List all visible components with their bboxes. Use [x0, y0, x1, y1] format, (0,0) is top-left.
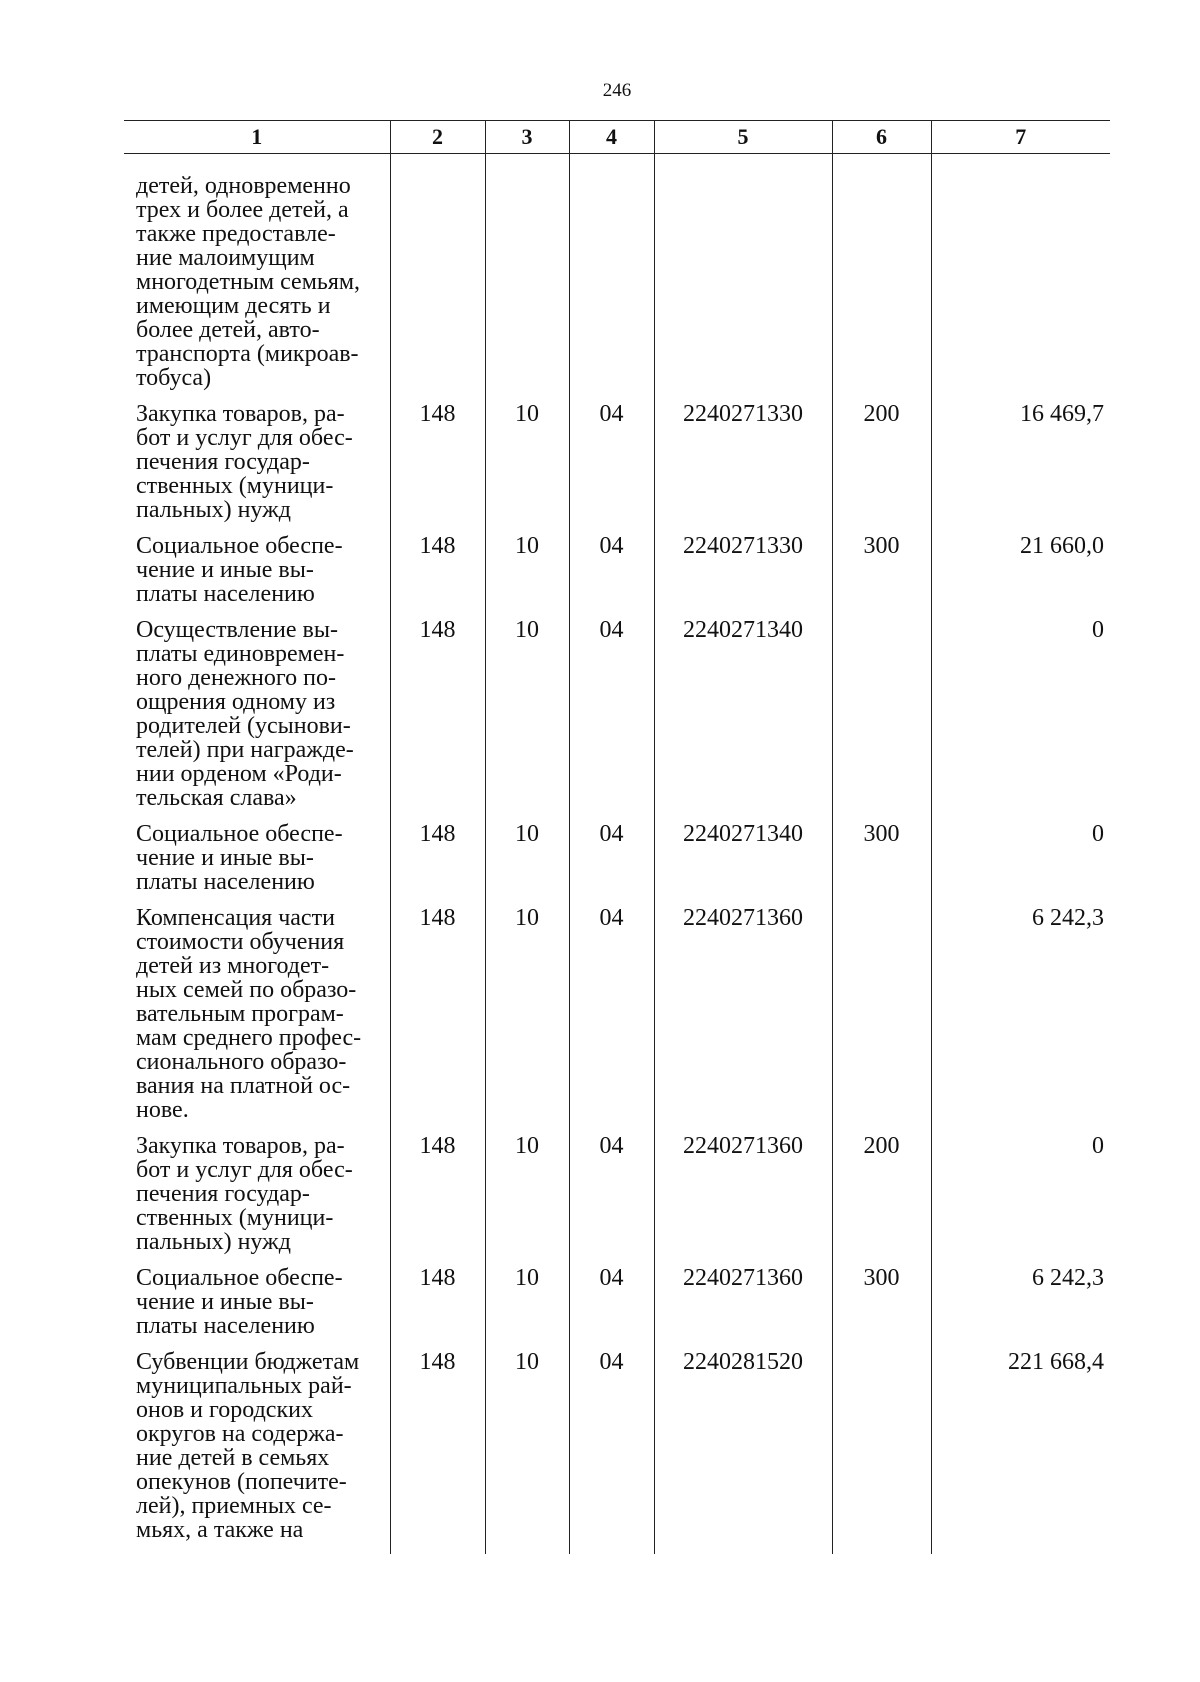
ministry-code: 148: [390, 1350, 485, 1554]
column-header-2: 2: [390, 121, 485, 154]
row-description: Субвенции бюджетам муниципальных рай- онов и городских округов на содержа- ние детей в семьях опекунов (попечите- лей), приемных се- мьях, а также на: [136, 1349, 360, 1543]
subsection-code: 04: [569, 1134, 654, 1266]
amount-value: 221 668,4: [931, 1350, 1110, 1554]
header-row: [124, 121, 1110, 154]
table-row: [124, 534, 1110, 618]
table-row: [124, 402, 1110, 534]
expense-type-code: 300: [832, 1266, 931, 1350]
section-code: 10: [485, 906, 569, 1134]
ministry-code: 148: [390, 534, 485, 618]
table-body: [124, 154, 1110, 1555]
row-description: Социальное обеспе- чение и иные вы- платы населению: [136, 821, 343, 895]
target-article-code: 2240271360: [654, 1266, 832, 1350]
subsection-code: [569, 174, 654, 402]
table-row: [124, 1350, 1110, 1554]
target-article-code: 2240271340: [654, 822, 832, 906]
target-article-code: 2240271360: [654, 1134, 832, 1266]
budget-table-container: [124, 120, 1110, 1554]
subsection-code: 04: [569, 906, 654, 1134]
target-article-code: 2240271360: [654, 906, 832, 1134]
section-code: 10: [485, 402, 569, 534]
section-code: 10: [485, 618, 569, 822]
column-header-1: 1: [124, 121, 390, 154]
section-code: 10: [485, 1134, 569, 1266]
ministry-code: 148: [390, 906, 485, 1134]
expense-type-code: 200: [832, 402, 931, 534]
row-description: Компенсация части стоимости обучения детей из многодет- ных семей по образо- вательным програм- мам среднего профес- сионального образо- вания на платной ос- нове.: [136, 905, 362, 1123]
table-row: [124, 1134, 1110, 1266]
row-description: Закупка товаров, ра- бот и услуг для обес- печения государ- ственных (муници- пальных) нужд: [136, 1133, 353, 1255]
header-spacer-row: [124, 154, 1110, 175]
section-code: [485, 174, 569, 402]
expense-type-code: [832, 1350, 931, 1554]
amount-value: 16 469,7: [931, 402, 1110, 534]
target-article-code: 2240271330: [654, 402, 832, 534]
amount-value: 21 660,0: [931, 534, 1110, 618]
section-code: 10: [485, 1350, 569, 1554]
row-description: детей, одновременно трех и более детей, а также предоставле- ние малоимущим многодетным семьям, имеющим десять и более детей, авто- транспорта (микроав- тобуса): [136, 173, 361, 391]
expense-type-code: [832, 618, 931, 822]
section-code: 10: [485, 822, 569, 906]
subsection-code: 04: [569, 822, 654, 906]
expense-type-code: [832, 174, 931, 402]
table-row: [124, 174, 1110, 402]
column-header-7: 7: [931, 121, 1110, 154]
expense-type-code: 300: [832, 822, 931, 906]
column-header-4: 4: [569, 121, 654, 154]
table-header: [124, 121, 1110, 154]
table-row: [124, 618, 1110, 822]
row-description: Социальное обеспе- чение и иные вы- платы населению: [136, 1265, 343, 1339]
expense-type-code: 300: [832, 534, 931, 618]
row-description: Социальное обеспе- чение и иные вы- платы населению: [136, 533, 343, 607]
subsection-code: 04: [569, 1350, 654, 1554]
subsection-code: 04: [569, 534, 654, 618]
table-row: [124, 906, 1110, 1134]
ministry-code: 148: [390, 1134, 485, 1266]
column-header-5: 5: [654, 121, 832, 154]
amount-value: 6 242,3: [931, 1266, 1110, 1350]
section-code: 10: [485, 534, 569, 618]
target-article-code: 2240281520: [654, 1350, 832, 1554]
amount-value: 6 242,3: [931, 906, 1110, 1134]
target-article-code: [654, 174, 832, 402]
ministry-code: 148: [390, 618, 485, 822]
ministry-code: 148: [390, 402, 485, 534]
subsection-code: 04: [569, 618, 654, 822]
row-description: Осуществление вы- платы единовремен- ного денежного по- ощрения одному из родителей (усынови- телей) при награжде- нии орденом «Роди- тельская слава»: [136, 617, 354, 811]
ministry-code: 148: [390, 822, 485, 906]
column-header-3: 3: [485, 121, 569, 154]
ministry-code: 148: [390, 1266, 485, 1350]
ministry-code: [390, 174, 485, 402]
budget-table: [124, 120, 1110, 1554]
amount-value: 0: [931, 822, 1110, 906]
subsection-code: 04: [569, 1266, 654, 1350]
amount-value: 0: [931, 618, 1110, 822]
amount-value: [931, 174, 1110, 402]
expense-type-code: 200: [832, 1134, 931, 1266]
amount-value: 0: [931, 1134, 1110, 1266]
table-row: [124, 1266, 1110, 1350]
target-article-code: 2240271340: [654, 618, 832, 822]
row-description: Закупка товаров, ра- бот и услуг для обес- печения государ- ственных (муници- пальных) нужд: [136, 401, 353, 523]
subsection-code: 04: [569, 402, 654, 534]
column-header-6: 6: [832, 121, 931, 154]
section-code: 10: [485, 1266, 569, 1350]
page-number: 246: [602, 80, 632, 101]
table-row: [124, 822, 1110, 906]
expense-type-code: [832, 906, 931, 1134]
target-article-code: 2240271330: [654, 534, 832, 618]
